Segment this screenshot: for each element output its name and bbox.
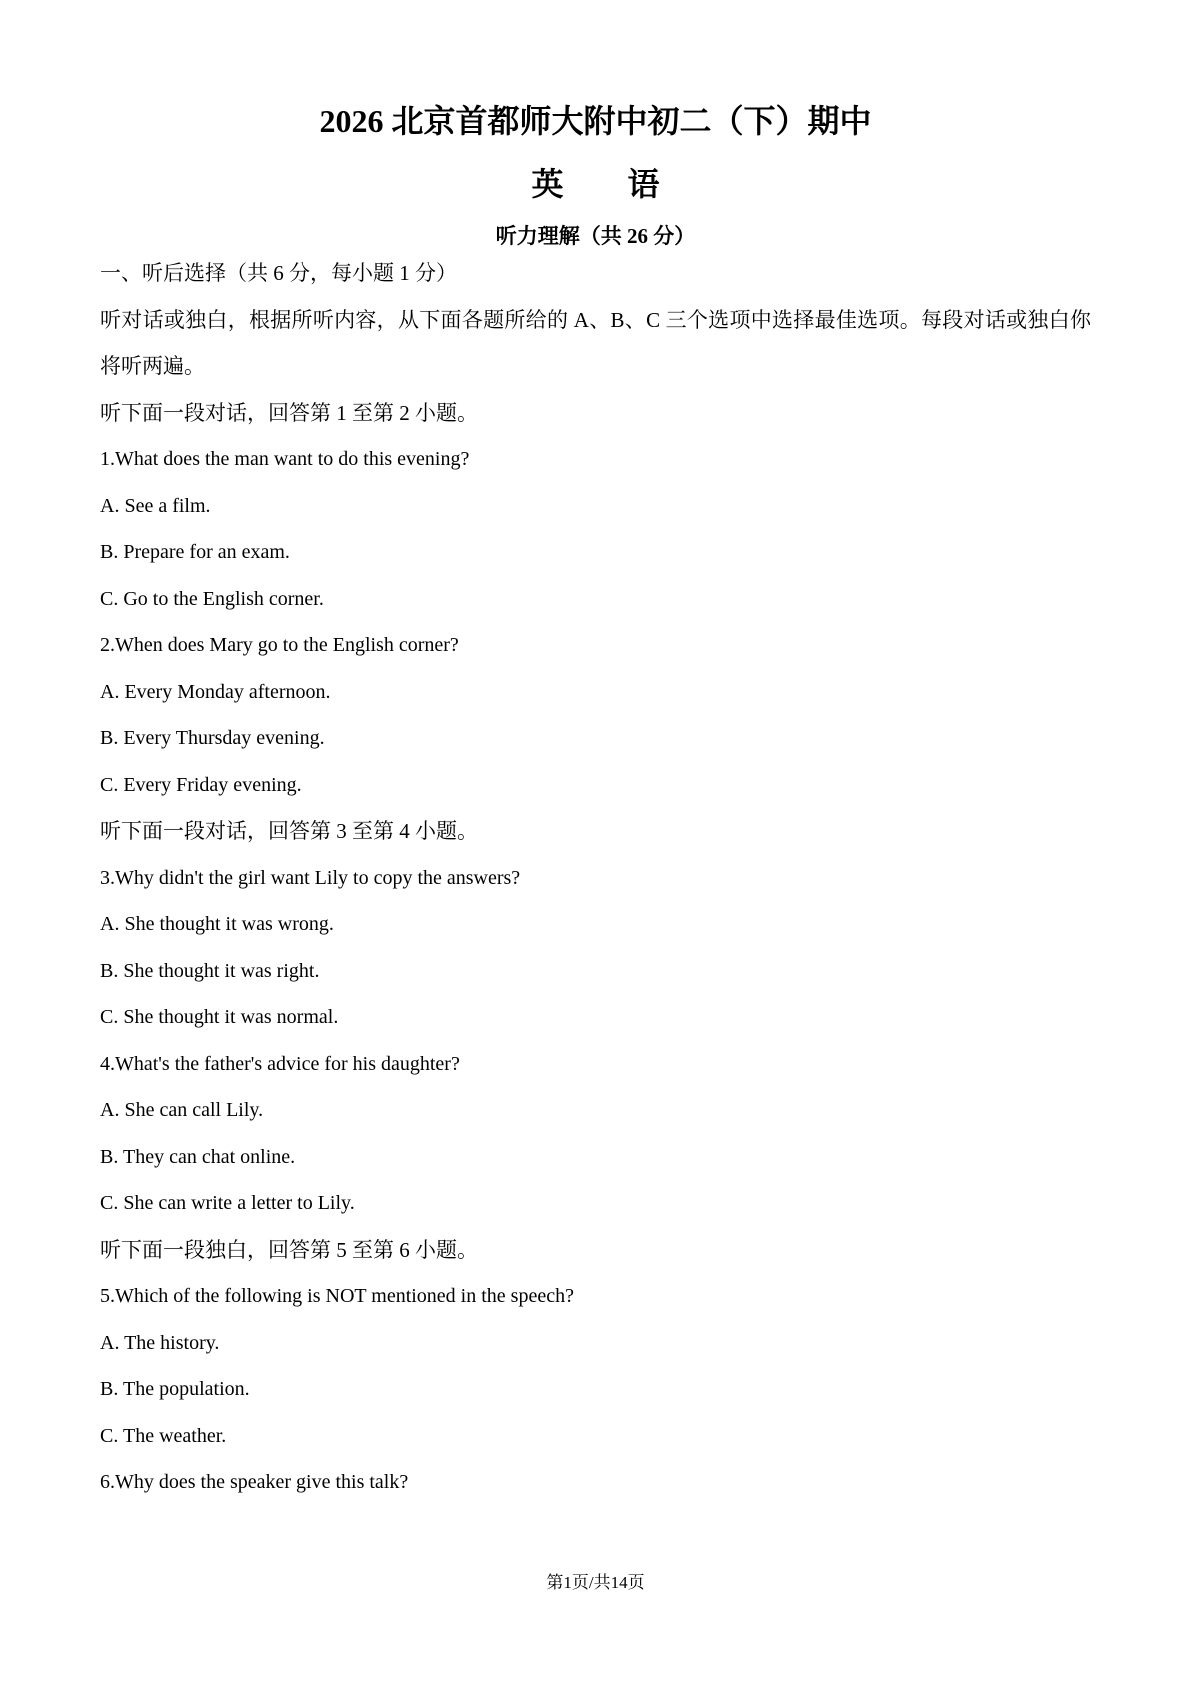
exam-title: 2026 北京首都师大附中初二（下）期中 [319,103,872,139]
question-5-option-c: C. The weather. [100,1424,227,1447]
question-2-option-c: C. Every Friday evening. [100,773,302,796]
question-3-text: 3.Why didn't the girl want Lily to copy the answers? [100,866,521,889]
listening-section-heading: 听力理解（共 26 分） [495,224,696,248]
question-6-text: 6.Why does the speaker give this talk? [100,1471,409,1493]
question-3-option-c: C. She thought it was normal. [100,1006,339,1028]
question-3-option-b: B. She thought it was right. [100,959,320,982]
question-1-option-c: C. Go to the English corner. [100,587,324,610]
part1-instructions: 听对话或独白，根据所听内容，从下面各题所给的 A、B、C 三个选项中选择最佳选项。每段对话或独白你将听两遍。 [100,307,1091,378]
dialog-cue-1: 听下面一段对话，回答第 1 至第 2 小题。 [100,400,478,425]
page-content [100,100,1091,1506]
question-5-text: 5.Which of the following is NOT mentioned in the speech? [100,1285,574,1307]
question-5-option-b: B. The population. [100,1378,250,1400]
monologue-cue-3: 听下面一段独白，回答第 5 至第 6 小题。 [100,1237,478,1262]
question-1-option-a: A. See a film. [100,494,211,517]
question-5-option-a: A. The history. [100,1331,220,1354]
question-4-option-a: A. She can call Lily. [100,1099,264,1121]
question-4-text: 4.What's the father's advice for his daughter? [100,1052,460,1075]
question-2-option-b: B. Every Thursday evening. [100,727,325,749]
dialog-cue-2: 听下面一段对话，回答第 3 至第 4 小题。 [100,819,478,843]
question-1-option-b: B. Prepare for an exam. [100,541,290,563]
page-footer: 第1页/共14页 [546,1573,645,1592]
question-2-text: 2.When does Mary go to the English corner? [100,634,459,656]
question-1-text: 1.What does the man want to do this evening? [100,448,470,470]
question-4-option-c: C. She can write a letter to Lily. [100,1192,355,1214]
question-4-option-b: B. They can chat online. [100,1145,296,1168]
question-2-option-a: A. Every Monday afternoon. [100,680,331,703]
question-3-option-a: A. She thought it was wrong. [100,913,334,935]
part1-heading: 一、听后选择（共 6 分，每小题 1 分） [100,261,457,285]
exam-subject: 英 语 [531,166,660,202]
